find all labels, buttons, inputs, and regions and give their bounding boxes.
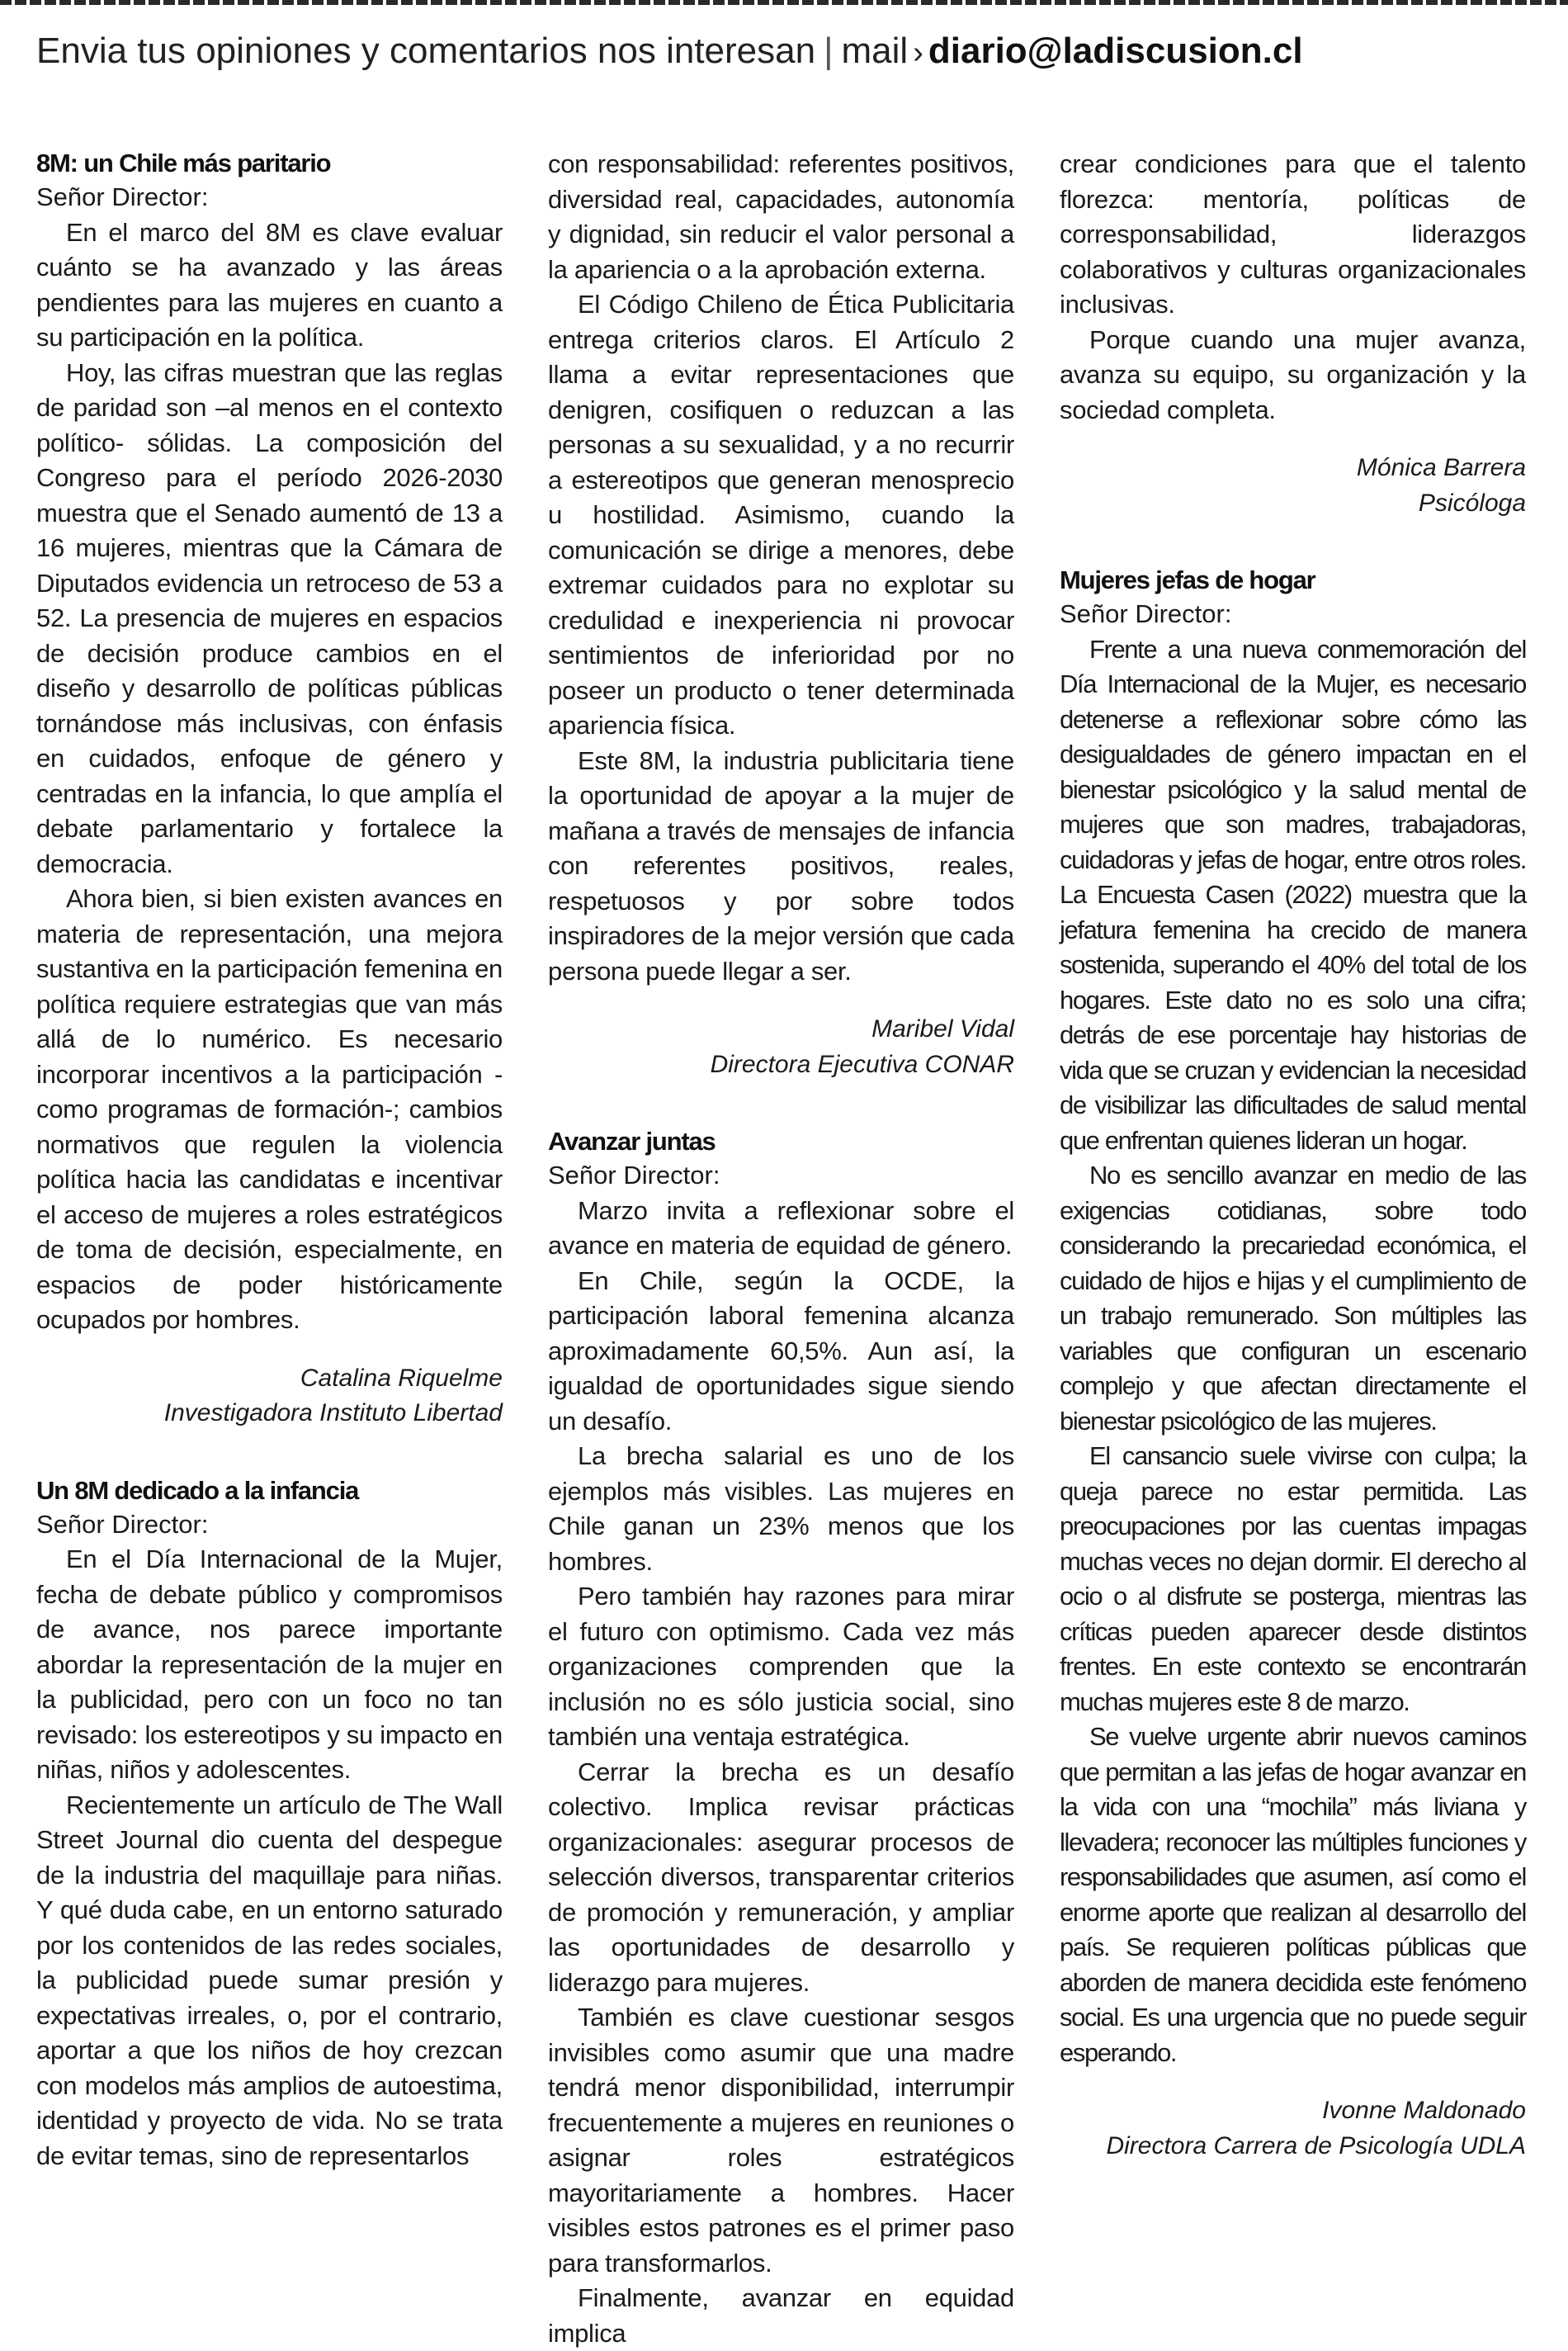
paragraph: Este 8M, la industria publicitaria tiene la oportunidad de apoyar a la mujer de mañana a través de mensajes de infancia con referentes positivos, reales, respetuosos y por sobre todos inspiradores de la mejor versión que cada persona puede llegar a ser. [548, 745, 1014, 986]
top-border [0, 0, 1568, 5]
paragraph: con responsabilidad: referentes positivos, diversidad real, capacidades, autonomía y dignidad, sin reducir el valor personal a la apariencia o a la aprobación externa. [548, 149, 1014, 284]
paragraph: crear condiciones para que el talento florezca: mentoría, políticas de corresponsabilidad, liderazgos colaborativos y culturas organizacionales inclusivas. [1060, 149, 1526, 319]
letter-title: 8M: un Chile más paritario [36, 149, 331, 177]
letter-author: Catalina Riquelme [300, 1364, 503, 1392]
letter-avanzar-juntas [548, 1125, 1014, 2351]
paragraph: El cansancio suele vivirse con culpa; la queja parece no estar permitida. Las preocupaciones por las cuentas impagas muchas veces no dejan dormir. El derecho al ocio o al disfrute se posterga, mientras las críticas pueden aparecer desde distintos frentes. En este contexto se encontrarán muchas mujeres este 8 de marzo. [1060, 1441, 1526, 1716]
column-1 [36, 147, 503, 2174]
letter-author-role: Psicóloga [1418, 489, 1526, 517]
letter-salutation: Señor Director: [36, 182, 209, 211]
paragraph: Finalmente, avanzar en equidad implica [548, 2283, 1014, 2348]
paragraph: Pero también hay razones para mirar el futuro con optimismo. Cada vez más organizaciones comprenden que la inclusión no es sólo justicia social, sino también una ventaja estratégica. [548, 1582, 1014, 1751]
paragraph: Ahora bien, si bien existen avances en materia de representación, una mejora sustantiva en la participación femenina en política requiere estrategias que van más allá de lo numérico. Es necesario incorporar incentivos a la participación -como programas de formación-; cambios normativos que regulen la violencia política hacia las candidatas e incentivar el acceso de mujeres a roles estratégicos de toma de decisión, especialmente, en espacios de poder históricamente ocupados por hombres. [36, 884, 503, 1334]
letter-title: Un 8M dedicado a la infancia [36, 1475, 359, 1505]
letter-title: Avanzar juntas [548, 1127, 716, 1156]
paragraph: La brecha salarial es uno de los ejemplos más visibles. Las mujeres en Chile ganan un 23% menos que los hombres. [548, 1441, 1014, 1576]
paragraph: Porque cuando una mujer avanza, avanza su equipo, su organización y la sociedad completa. [1060, 324, 1526, 424]
letter-paritario [36, 147, 503, 1431]
letter-salutation: Señor Director: [1060, 599, 1232, 628]
paragraph: También es clave cuestionar sesgos invisibles como asumir que una madre tendrá menor disponibilidad, interrumpir frecuentemente a mujeres en reuniones o asignar roles estratégicos mayoritariamente a hombres. Hacer visibles estos patrones es el primer paso para transformarlos. [548, 2003, 1014, 2278]
mail-label: mail [841, 31, 909, 71]
letter-author: Ivonne Maldonado [1322, 2097, 1526, 2124]
letter-title: Mujeres jefas de hogar [1060, 565, 1315, 594]
opinion-prompt: Envia tus opiniones y comentarios nos interesan [36, 31, 816, 71]
paragraph: Hoy, las cifras muestran que las reglas de paridad son –al menos en el contexto político- sólidas. La composición del Congreso para el período 2026-2030 muestra que el Senado aumentó de 13 a 16 mujeres, mientras que la Cámara de Diputados evidencia un retroceso de 53 a 52. La presencia de mujeres en espacios de decisión produce cambios en el diseño y desarrollo de políticas públicas tornándose más inclusivas, con énfasis en cuidados, enfoque de género y centradas en la infancia, lo que amplía el debate parlamentario y fortalece la democracia. [36, 357, 503, 878]
paragraph: En el marco del 8M es clave evaluar cuánto se ha avanzado y las áreas pendientes para las mujeres en cuanto a su participación en la política. [36, 217, 503, 352]
header-separator: | [824, 31, 834, 71]
paragraph: El Código Chileno de Ética Publicitaria entrega criterios claros. El Artículo 2 llama a evitar representaciones que denigren, cosifiquen o reduzcan a las personas a su sexualidad, y a no recurrir a estereotipos que generan menosprecio u hostilidad. Asimismo, cuando la comunicación se dirige a menores, debe extremar cuidados para no explotar su credulidad e inexperiencia ni provocar sentimientos de inferioridad por no poseer un producto o tener determinada apariencia física. [548, 290, 1014, 740]
letter-author: Maribel Vidal [871, 1015, 1014, 1043]
letter-author-role: Investigadora Instituto Libertad [163, 1399, 503, 1426]
letter-avanzar-juntas-continued [1060, 147, 1526, 521]
letter-infancia [36, 1474, 503, 2174]
email-link[interactable]: diario@ladiscusion.cl [928, 31, 1303, 71]
column-3 [1060, 147, 1526, 2164]
paragraph: No es sencillo avanzar en medio de las exigencias cotidianas, sobre todo considerando la precariedad económica, el cuidado de hijos e hijas y el cumplimiento de un trabajo remunerado. Son múltiples las variables que configuran un escenario complejo y que afectan directamente el bienestar psicológico de las mujeres. [1060, 1161, 1526, 1436]
letter-author-role: Directora Ejecutiva CONAR [710, 1050, 1014, 1078]
paragraph: En el Día Internacional de la Mujer, fecha de debate público y compromisos de avance, nos parece importante abordar la representación de la mujer en la publicidad, pero con un foco no tan revisado: los estereotipos y su impacto en niñas, niños y adolescentes. [36, 1544, 503, 1784]
letter-salutation: Señor Director: [548, 1161, 720, 1190]
paragraph: Cerrar la brecha es un desafío colectivo. Implica revisar prácticas organizacionales: asegurar procesos de selección diversos, transparentar criterios de promoción y remuneración, y ampliar las oportunidades de desarrollo y liderazgo para mujeres. [548, 1757, 1014, 1997]
contact-header [36, 28, 1303, 74]
chevron-right-icon: › [913, 35, 923, 70]
letter-infancia-continued [548, 147, 1014, 1082]
column-2 [548, 147, 1014, 2351]
paragraph: En Chile, según la OCDE, la participación laboral femenina alcanza aproximadamente 60,5%. Aun así, la igualdad de oportunidades sigue siendo un desafío. [548, 1265, 1014, 1436]
letter-author: Mónica Barrera [1356, 454, 1526, 481]
paragraph: Marzo invita a reflexionar sobre el avance en materia de equidad de género. [548, 1195, 1014, 1260]
letter-salutation: Señor Director: [36, 1509, 209, 1539]
paragraph: Recientemente un artículo de The Wall Street Journal dio cuenta del despegue de la industria del maquillaje para niñas. Y qué duda cabe, en un entorno saturado por los contenidos de las redes sociales, la publicidad puede sumar presión y expectativas irreales, o, por el contrario, aportar a que los niños de hoy crezcan con modelos más amplios de autoestima, identidad y proyecto de vida. No se trata de evitar temas, sino de representarlos [36, 1790, 503, 2170]
paragraph: Frente a una nueva conmemoración del Día Internacional de la Mujer, es necesario detenerse a reflexionar sobre cómo las desigualdades de género impactan en el bienestar psicológico y la salud mental de mujeres que son madres, trabajadoras, cuidadoras y jefas de hogar, entre otros roles. La Encuesta Casen (2022) muestra que la jefatura femenina ha crecido de manera sostenida, superando el 40% del total de los hogares. Este dato no es solo una cifra; detrás de ese porcentaje hay historias de vida que se cruzan y evidencian la necesidad de visibilizar las dificultades de salud mental que enfrentan quienes lideran un hogar. [1060, 634, 1526, 1155]
paragraph: Se vuelve urgente abrir nuevos caminos que permitan a las jefas de hogar avanzar en la vida con una “mochila” más liviana y llevadera; reconocer las múltiples funciones y responsabilidades que asumen, así como el enorme aporte que realizan al desarrollo del país. Se requieren políticas públicas que aborden de manera decidida este fenómeno social. Es una urgencia que no puede seguir esperando. [1060, 1722, 1526, 2067]
letter-jefas-de-hogar [1060, 564, 1526, 2164]
letter-author-role: Directora Carrera de Psicología UDLA [1106, 2131, 1526, 2159]
